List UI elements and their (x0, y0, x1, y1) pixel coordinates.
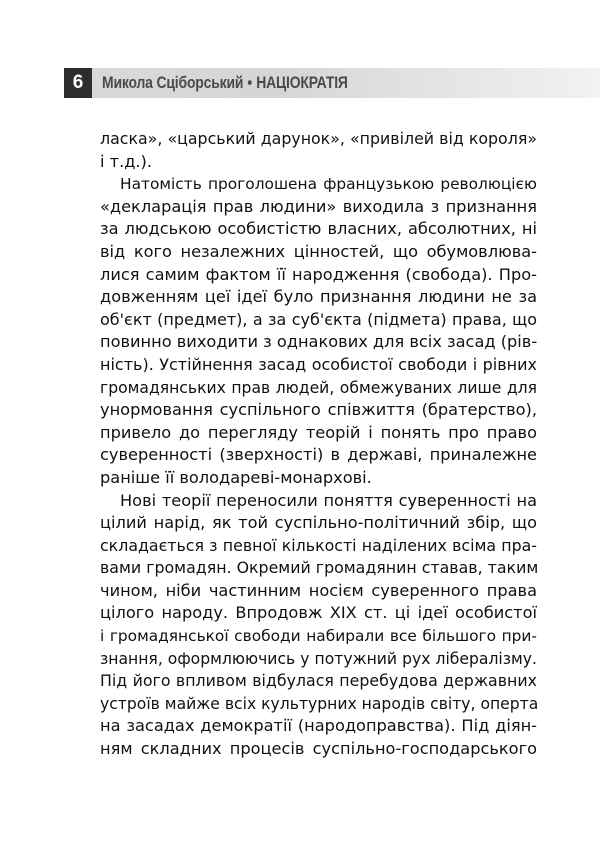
book-title: НАЦІОКРАТІЯ (256, 73, 348, 92)
body-text (100, 128, 537, 761)
text-line: раніше її володареві-монархові. (100, 467, 372, 487)
text-line: від кого незалежних цінностей, що обумовлюва- (100, 241, 537, 261)
text-line: ласка», «царський дарунок», «привілей від короля» (100, 129, 537, 148)
text-line: знання, оформлюючись у потужний рух лібералізму. (100, 649, 537, 668)
text-line: і т.д.). (100, 151, 153, 171)
text-line: на засадах демократії (народоправства). Під діян- (100, 716, 537, 736)
text-line: Нові теорії переносили поняття суверенності на (120, 490, 537, 510)
running-header (64, 68, 600, 98)
text-line: чином, ніби частинним носієм суверенного права (100, 580, 537, 600)
text-line: вами громадян. Окремий громадянин ставав, таким (100, 558, 539, 578)
text-line: складається з певної кількості наділених всіма пра- (100, 535, 537, 555)
text-line: громадянських прав людей, обмежуваних лише для (100, 378, 537, 397)
text-line: ність). Устійнення засад особистої свободи і рівних (100, 354, 537, 374)
text-line: ням складних процесів суспільно-господарського (100, 739, 537, 759)
text-line: повинно виходити з однакових для всіх засад (рів- (100, 332, 538, 352)
text-line: «декларація прав людини» виходила з признання (100, 196, 537, 216)
text-line: привело до перегляду теорій і понять про право (100, 422, 537, 442)
text-line: цілого народу. Впродовж XIX ст. ці ідеї особистої (100, 603, 537, 623)
text-line: за людською особистістю власних, абсолютних, ні (100, 219, 537, 239)
title-separator: • (247, 73, 253, 92)
text-line: унормовання суспільного співжиття (братерство), (100, 400, 537, 420)
text-line: Під його впливом відбулася перебудова державних (100, 671, 537, 691)
running-title (102, 68, 348, 98)
page-number: 6 (64, 68, 92, 98)
text-line: довженням цеї ідеї було признання людини не за (100, 287, 537, 307)
text-line: об'єкт (предмет), а за суб'єкта (підмета) права, що (100, 309, 537, 329)
author-name: Микола Сціборський (102, 73, 244, 92)
text-line: Натомість проголошена французькою революцією (120, 175, 537, 194)
text-line: цілий нарід, як той суспільно-політичний збір, що (100, 513, 537, 533)
text-line: і громадянської свободи набирали все більшого при- (100, 627, 537, 646)
text-line: лися самим фактом її народження (свобода). Про- (100, 264, 537, 284)
text-line: суверенності (зверхності) в державі, приналежне (100, 445, 537, 465)
text-line: устроїв майже всіх культурних народів світу, оперта (100, 694, 539, 713)
